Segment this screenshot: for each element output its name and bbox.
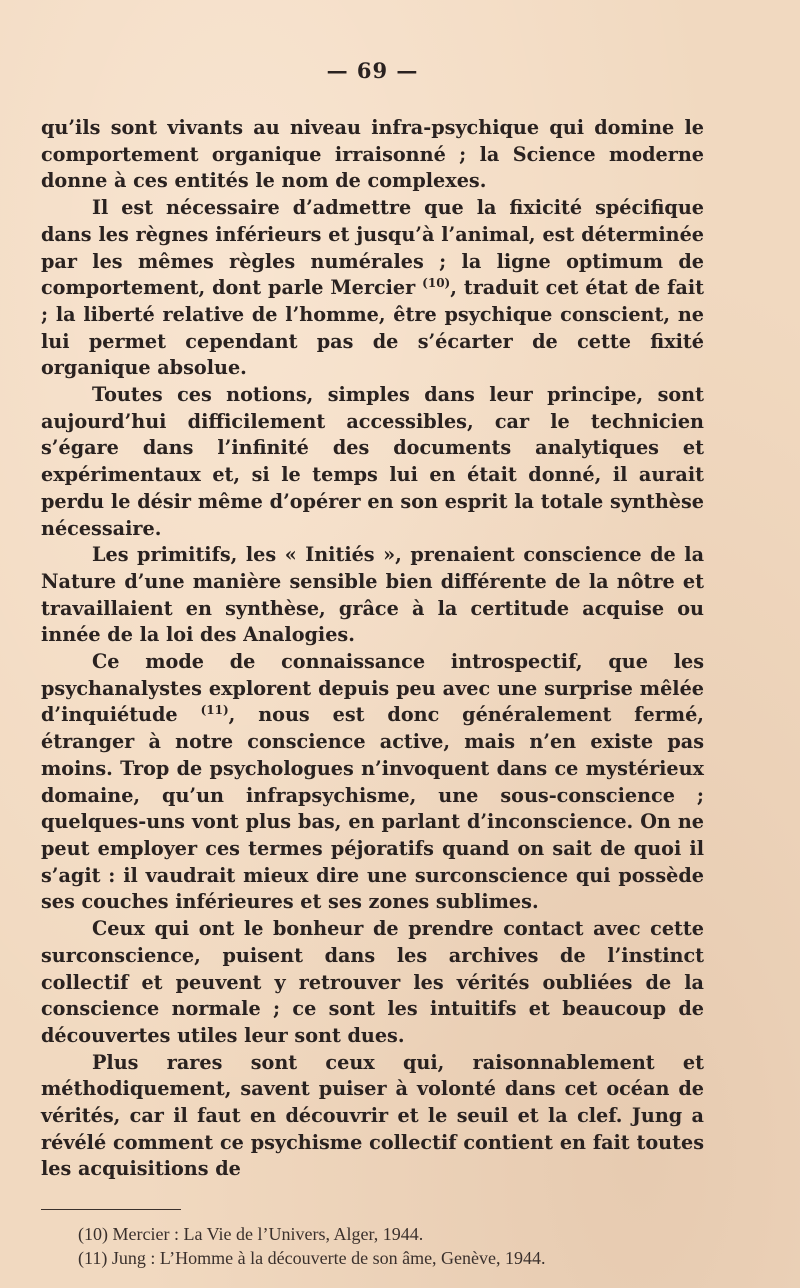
paragraph-1: qu’ils sont vivants au niveau infra-psychique qui domine le comportement organique irraisonné ; la Science moderne donne à ces entités le nom de complexes. — [41, 116, 704, 193]
paragraph-5-text: Ce mode de connaissance introspectif, que les psychanalystes explorent depuis peu avec une surprise mêlée d’inquiétude — [41, 650, 704, 727]
paragraph-5 — [41, 649, 704, 916]
body-text — [41, 115, 704, 1183]
page-number: — 69 — — [326, 58, 419, 83]
footnote-10: (10) Mercier : La Vie de l’Univers, Alger, 1944. — [78, 1224, 424, 1245]
footnote-ref-11: (11) — [200, 703, 229, 718]
paragraph-7: Plus rares sont ceux qui, raisonnablement et méthodiquement, savent puiser à volonté dans cet océan de vérités, car il faut en découvrir et le seuil et la clef. Jung a révélé comment ce psychisme collectif contient en fait toutes les acquisitions de — [41, 1050, 704, 1181]
paragraph-4: Les primitifs, les « Initiés », prenaient conscience de la Nature d’une manière sensible bien différente de la nôtre et travaillaient en synthèse, grâce à la certitude acquise ou innée de la loi des Analogies. — [41, 543, 704, 647]
footnote-ref-10: (10) — [422, 276, 451, 291]
paragraph-5-tail: , nous est donc généralement fermé, étranger à notre conscience active, mais n’en existe pas moins. Trop de psychologues n’invoquent dans ce mystérieux domaine, qu’un infrapsychisme, une sous-conscience ; quelques-uns vont plus bas, en parlant d’inconscience. On ne peut employer ces termes péjoratifs quand on sait de quoi il s’agit : il vaudrait mieux dire une surconscience qui possède ses couches inférieures et ses zones sublimes. — [41, 703, 704, 914]
paragraph-3: Toutes ces notions, simples dans leur principe, sont aujourd’hui difficilement accessibles, car le technicien s’égare dans l’infinité des documents analytiques et expérimentaux et, si le temps lui en était donné, il aurait perdu le désir même d’opérer en son esprit la totale synthèse nécessaire. — [41, 383, 704, 540]
footnotes — [41, 1222, 704, 1270]
paragraph-6: Ceux qui ont le bonheur de prendre contact avec cette surconscience, puisent dans les archives de l’instinct collectif et peuvent y retrouver les vérités oubliées de la conscience normale ; ce sont les intuitifs et beaucoup de découvertes utiles leur sont dues. — [41, 917, 704, 1047]
paragraph-2-tail: , traduit cet état de fait ; la liberté relative de l’homme, être psychique conscient, ne lui permet cependant pas de s’écarter de cette fixité organique absolue. — [41, 276, 704, 380]
paragraph-2 — [41, 195, 704, 382]
book-page — [41, 58, 704, 1270]
footnote-11: (11) Jung : L’Homme à la découverte de son âme, Genève, 1944. — [78, 1248, 546, 1269]
paragraph-2-text: Il est nécessaire d’admettre que la fixicité spécifique dans les règnes inférieurs et jusqu’à l’animal, est déterminée par les mêmes règles numérales ; la ligne optimum de comportement, dont parle Mercier — [41, 196, 704, 300]
footnote-divider — [41, 1209, 181, 1210]
